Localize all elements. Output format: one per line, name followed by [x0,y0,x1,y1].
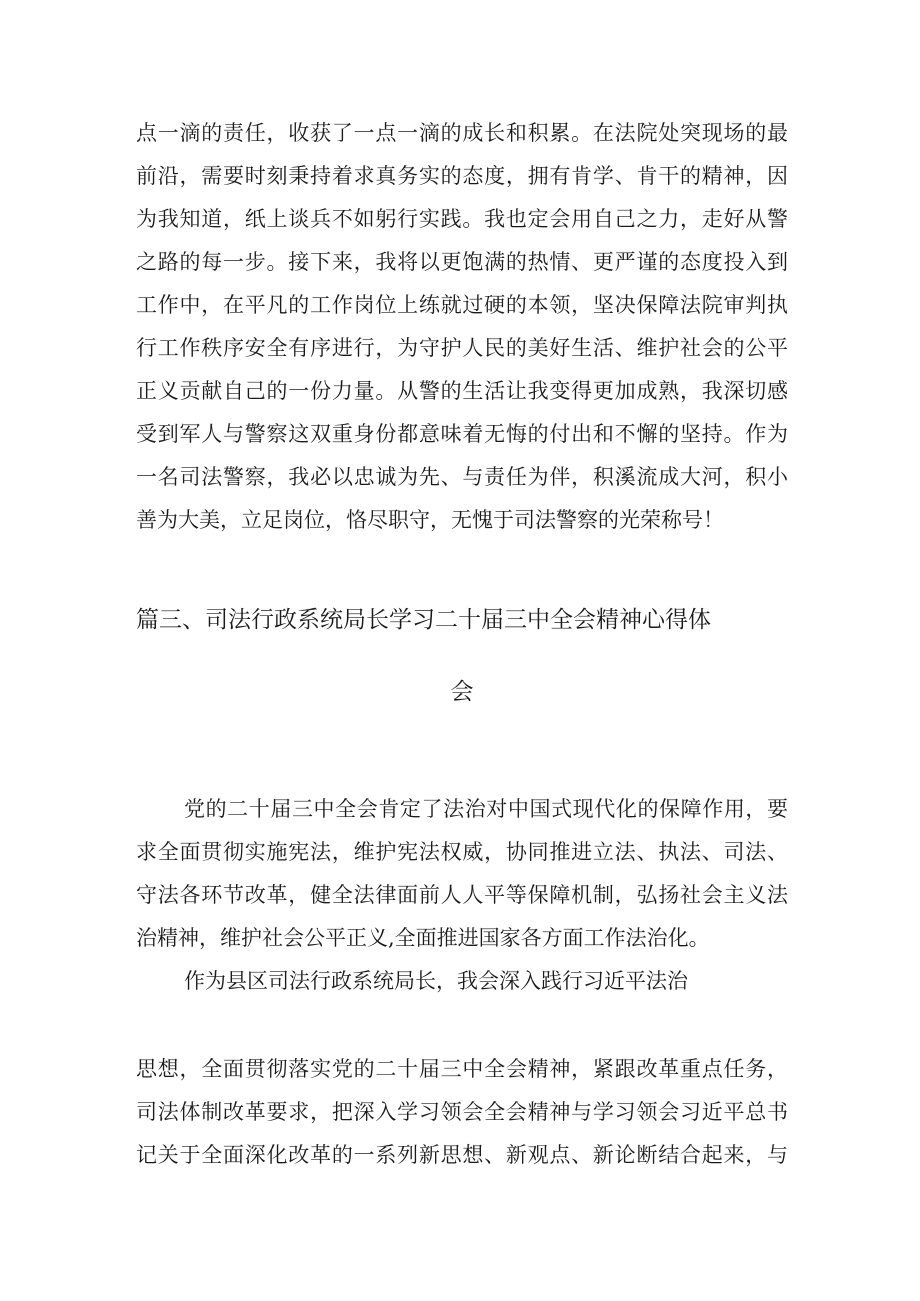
section-heading-line2: 会 [450,679,474,705]
text-line: 之路的每一步。接下来，我将以更饱满的热情、更严谨的态度投入到 [136,250,788,274]
text-line: 点一滴的责任，收获了一点一滴的成长和积累。在法院处突现场的最 [136,121,788,145]
section-heading-line1: 篇三、司法行政系统局长学习二十届三中全会精神心得体 [136,607,711,633]
text-line: 前沿，需要时刻秉持着求真务实的态度，拥有肯学、肯干的精神，因 [136,164,788,188]
text-line: 治精神，维护社会公平正义,全面推进国家各方面工作法治化。 [136,926,710,950]
text-line: 思想，全面贯彻落实党的二十届三中全会精神，紧跟改革重点任务， [136,1057,788,1081]
text-line: 正义贡献自己的一份力量。从警的生活让我变得更加成熟，我深切感 [136,379,788,403]
text-line: 受到军人与警察这双重身份都意味着无悔的付出和不懈的坚持。作为 [136,422,788,446]
text-line: 行工作秩序安全有序进行，为守护人民的美好生活、维护社会的公平 [136,336,788,360]
text-line: 党的二十届三中全会肯定了法治对中国式现代化的保障作用，要 [184,797,788,821]
text-line: 求全面贯彻实施宪法，维护宪法权威，协同推进立法、执法、司法、 [136,840,788,864]
text-line: 记关于全面深化改革的一系列新思想、新观点、新论断结合起来，与 [136,1143,788,1167]
text-line: 为我知道，纸上谈兵不如躬行实践。我也定会用自己之力，走好从警 [136,207,788,231]
text-line: 一名司法警察，我必以忠诚为先、与责任为伴，积溪流成大河，积小 [136,465,788,489]
text-line: 作为县区司法行政系统局长，我会深入践行习近平法治 [184,969,688,993]
text-line: 司法体制改革要求，把深入学习领会全会精神与学习领会习近平总书 [136,1100,788,1124]
text-line: 守法各环节改革，健全法律面前人人平等保障机制，弘扬社会主义法 [136,883,788,907]
text-line: 善为大美，立足岗位，恪尽职守，无愧于司法警察的光荣称号！ [136,508,724,532]
text-line: 工作中，在平凡的工作岗位上练就过硬的本领，坚决保障法院审判执 [136,293,788,317]
